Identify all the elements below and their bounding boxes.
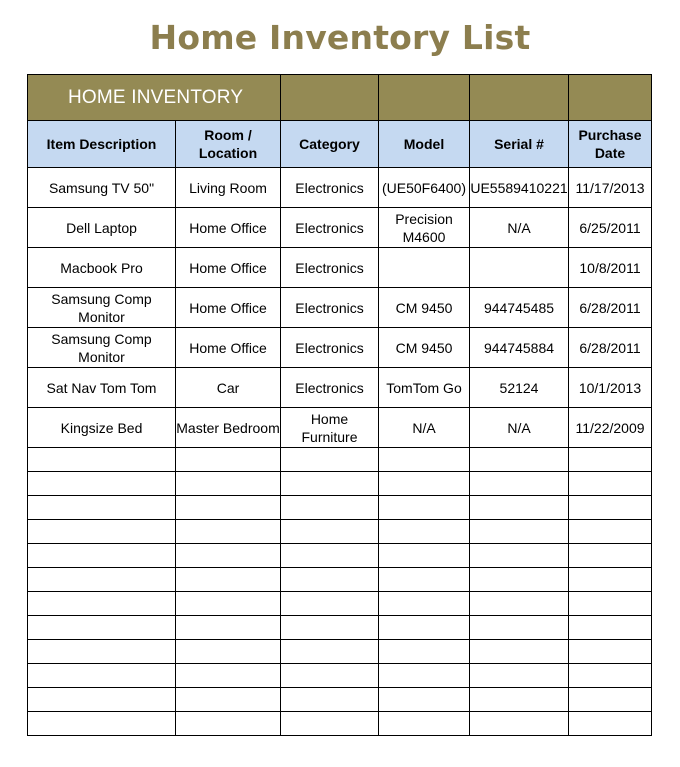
- table-row: [28, 248, 652, 288]
- item-description-cell: Samsung TV 50": [28, 168, 176, 208]
- column-header-purchase-date: Purchase Date: [569, 121, 652, 168]
- table-row: [28, 288, 652, 328]
- empty-cell: [569, 592, 652, 616]
- table-row: [28, 208, 652, 248]
- empty-cell: [281, 568, 379, 592]
- empty-table-row: [28, 688, 652, 712]
- item-description-cell: Sat Nav Tom Tom: [28, 368, 176, 408]
- empty-cell: [379, 712, 470, 736]
- empty-cell: [281, 640, 379, 664]
- empty-cell: [176, 544, 281, 568]
- empty-cell: [28, 616, 176, 640]
- model-cell: CM 9450: [379, 328, 470, 368]
- column-header-serial: Serial #: [470, 121, 569, 168]
- empty-cell: [569, 448, 652, 472]
- empty-cell: [176, 496, 281, 520]
- empty-cell: [379, 688, 470, 712]
- room-location-cell: Home Office: [176, 208, 281, 248]
- empty-cell: [569, 688, 652, 712]
- item-description-cell: Samsung Comp Monitor: [28, 328, 176, 368]
- item-description-cell: Dell Laptop: [28, 208, 176, 248]
- empty-cell: [281, 544, 379, 568]
- column-header-item-description: Item Description: [28, 121, 176, 168]
- empty-cell: [569, 616, 652, 640]
- empty-cell: [28, 496, 176, 520]
- empty-cell: [470, 472, 569, 496]
- serial-cell: N/A: [470, 408, 569, 448]
- category-cell: Electronics: [281, 328, 379, 368]
- empty-cell: [281, 712, 379, 736]
- item-description-cell: Macbook Pro: [28, 248, 176, 288]
- column-header-model: Model: [379, 121, 470, 168]
- empty-cell: [379, 592, 470, 616]
- empty-cell: [28, 520, 176, 544]
- empty-table-row: [28, 544, 652, 568]
- model-cell: TomTom Go: [379, 368, 470, 408]
- item-description-cell: Kingsize Bed: [28, 408, 176, 448]
- category-cell: Electronics: [281, 168, 379, 208]
- empty-table-row: [28, 664, 652, 688]
- empty-cell: [28, 568, 176, 592]
- banner-cell: [281, 75, 379, 121]
- empty-cell: [281, 448, 379, 472]
- empty-cell: [470, 544, 569, 568]
- empty-cell: [569, 712, 652, 736]
- empty-cell: [28, 712, 176, 736]
- category-cell: Electronics: [281, 288, 379, 328]
- empty-cell: [379, 472, 470, 496]
- empty-cell: [176, 712, 281, 736]
- empty-cell: [176, 616, 281, 640]
- category-cell: Home Furniture: [281, 408, 379, 448]
- empty-cell: [28, 688, 176, 712]
- empty-cell: [569, 496, 652, 520]
- category-cell: Electronics: [281, 208, 379, 248]
- table-row: [28, 328, 652, 368]
- empty-cell: [569, 520, 652, 544]
- room-location-cell: Home Office: [176, 248, 281, 288]
- empty-cell: [379, 496, 470, 520]
- empty-cell: [470, 712, 569, 736]
- purchase-date-cell: 10/1/2013: [569, 368, 652, 408]
- serial-cell: 944745485: [470, 288, 569, 328]
- category-cell: Electronics: [281, 248, 379, 288]
- empty-cell: [379, 664, 470, 688]
- empty-cell: [569, 472, 652, 496]
- empty-table-row: [28, 640, 652, 664]
- empty-cell: [470, 496, 569, 520]
- model-cell: CM 9450: [379, 288, 470, 328]
- empty-cell: [379, 640, 470, 664]
- table-row: [28, 368, 652, 408]
- empty-table-row: [28, 568, 652, 592]
- empty-cell: [379, 520, 470, 544]
- empty-table-row: [28, 616, 652, 640]
- empty-cell: [470, 520, 569, 544]
- model-cell: [379, 248, 470, 288]
- empty-cell: [176, 448, 281, 472]
- banner-cell: [569, 75, 652, 121]
- room-location-cell: Master Bedroom: [176, 408, 281, 448]
- serial-cell: [470, 248, 569, 288]
- empty-cell: [28, 544, 176, 568]
- empty-cell: [470, 592, 569, 616]
- empty-cell: [281, 664, 379, 688]
- empty-table-row: [28, 592, 652, 616]
- empty-cell: [379, 568, 470, 592]
- empty-table-row: [28, 712, 652, 736]
- banner-cell: [470, 75, 569, 121]
- empty-cell: [470, 664, 569, 688]
- empty-cell: [470, 640, 569, 664]
- empty-cell: [28, 472, 176, 496]
- column-header-room-location: Room / Location: [176, 121, 281, 168]
- purchase-date-cell: 11/17/2013: [569, 168, 652, 208]
- empty-cell: [281, 520, 379, 544]
- empty-cell: [28, 592, 176, 616]
- empty-cell: [176, 688, 281, 712]
- table-row: [28, 168, 652, 208]
- model-cell: Precision M4600: [379, 208, 470, 248]
- serial-cell: UE5589410221: [470, 168, 569, 208]
- purchase-date-cell: 10/8/2011: [569, 248, 652, 288]
- empty-cell: [569, 664, 652, 688]
- empty-table-row: [28, 448, 652, 472]
- table-banner-row: [28, 75, 652, 121]
- room-location-cell: Car: [176, 368, 281, 408]
- empty-cell: [176, 568, 281, 592]
- empty-cell: [281, 472, 379, 496]
- empty-cell: [569, 568, 652, 592]
- empty-cell: [379, 616, 470, 640]
- empty-cell: [281, 688, 379, 712]
- room-location-cell: Home Office: [176, 288, 281, 328]
- empty-cell: [176, 592, 281, 616]
- purchase-date-cell: 11/22/2009: [569, 408, 652, 448]
- empty-cell: [176, 664, 281, 688]
- banner-title: HOME INVENTORY: [28, 75, 281, 121]
- empty-cell: [281, 496, 379, 520]
- empty-cell: [28, 664, 176, 688]
- table-row: [28, 408, 652, 448]
- serial-cell: 944745884: [470, 328, 569, 368]
- empty-cell: [281, 592, 379, 616]
- empty-cell: [281, 616, 379, 640]
- purchase-date-cell: 6/28/2011: [569, 328, 652, 368]
- empty-cell: [379, 448, 470, 472]
- empty-cell: [470, 568, 569, 592]
- category-cell: Electronics: [281, 368, 379, 408]
- empty-table-row: [28, 520, 652, 544]
- serial-cell: N/A: [470, 208, 569, 248]
- room-location-cell: Living Room: [176, 168, 281, 208]
- empty-cell: [176, 640, 281, 664]
- empty-cell: [569, 544, 652, 568]
- room-location-cell: Home Office: [176, 328, 281, 368]
- item-description-cell: Samsung Comp Monitor: [28, 288, 176, 328]
- banner-cell: [379, 75, 470, 121]
- empty-cell: [470, 616, 569, 640]
- model-cell: (UE50F6400): [379, 168, 470, 208]
- empty-cell: [470, 688, 569, 712]
- purchase-date-cell: 6/28/2011: [569, 288, 652, 328]
- empty-cell: [176, 472, 281, 496]
- page-title: Home Inventory List: [149, 18, 531, 57]
- column-header-category: Category: [281, 121, 379, 168]
- empty-cell: [470, 448, 569, 472]
- table-header-row: [28, 121, 652, 168]
- empty-cell: [569, 640, 652, 664]
- serial-cell: 52124: [470, 368, 569, 408]
- empty-cell: [28, 640, 176, 664]
- empty-table-row: [28, 496, 652, 520]
- empty-cell: [379, 544, 470, 568]
- empty-cell: [176, 520, 281, 544]
- model-cell: N/A: [379, 408, 470, 448]
- inventory-table: [27, 74, 652, 736]
- empty-table-row: [28, 472, 652, 496]
- empty-cell: [28, 448, 176, 472]
- purchase-date-cell: 6/25/2011: [569, 208, 652, 248]
